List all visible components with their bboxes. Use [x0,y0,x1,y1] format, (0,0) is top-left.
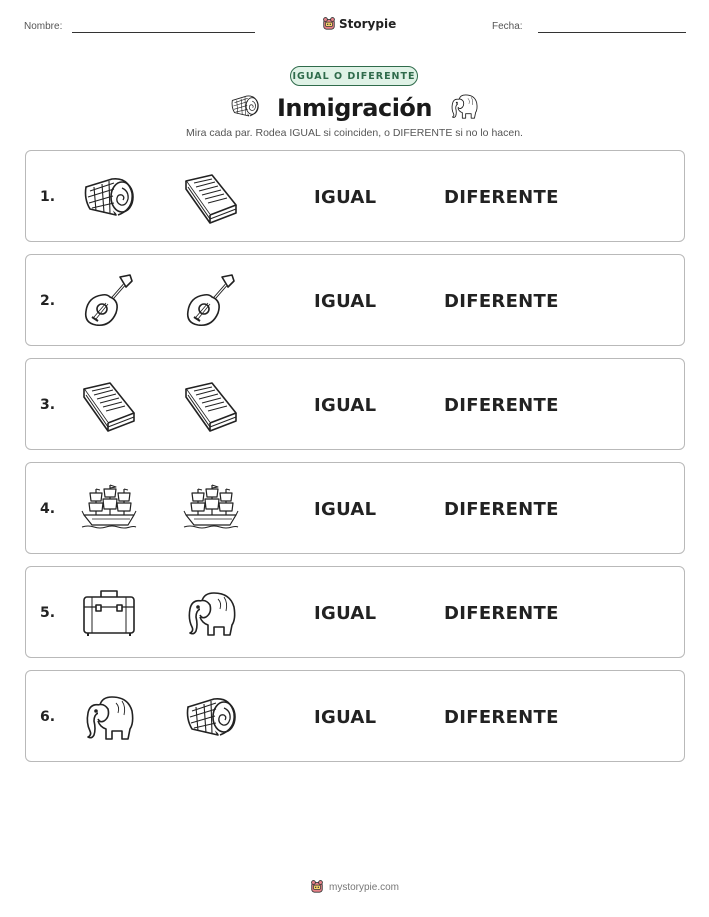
exercise-row [25,254,685,346]
different-option[interactable]: DIFERENTE [444,186,559,208]
elephant-icon [448,90,480,126]
different-option[interactable]: DIFERENTE [444,706,559,728]
different-option[interactable]: DIFERENTE [444,498,559,520]
page-title: Inmigración [277,94,432,122]
mandolin-icon [80,273,138,329]
different-option[interactable]: DIFERENTE [444,602,559,624]
same-option[interactable]: IGUAL [314,602,377,624]
row-number: 2. [40,293,56,309]
book-icon [182,169,240,225]
same-option[interactable]: IGUAL [314,394,377,416]
different-option[interactable]: DIFERENTE [444,394,559,416]
date-label: Fecha: [492,21,523,32]
sailing-ship-icon [182,481,240,537]
exercise-row [25,150,685,242]
date-field[interactable] [538,32,686,33]
instructions: Mira cada par. Rodea IGUAL si coinciden, o DIFERENTE si no lo hacen. [186,127,523,139]
exercise-row [25,566,685,658]
footer [0,878,709,897]
same-option[interactable]: IGUAL [314,498,377,520]
footer-url[interactable]: mystorypie.com [328,882,399,893]
elephant-icon [182,585,240,641]
suitcase-icon [80,585,138,641]
row-number: 5. [40,605,56,621]
row-number: 3. [40,397,56,413]
book-icon [182,377,240,433]
header [0,14,709,40]
storypie-logo-icon [310,878,324,897]
title-row [0,90,709,126]
storypie-logo-icon [322,15,336,34]
name-label: Nombre: [24,21,63,32]
row-number: 6. [40,709,56,725]
book-icon [80,377,138,433]
mandolin-icon [182,273,240,329]
same-option[interactable]: IGUAL [314,290,377,312]
row-number: 1. [40,189,56,205]
rolled-blanket-icon [182,689,240,745]
brand-name: Storypie [339,17,397,31]
rolled-blanket-icon [80,169,138,225]
exercise-row [25,670,685,762]
activity-badge: IGUAL O DIFERENTE [290,66,418,86]
row-number: 4. [40,501,56,517]
brand-logo [322,14,396,34]
rolled-blanket-icon [229,90,261,126]
same-option[interactable]: IGUAL [314,706,377,728]
same-option[interactable]: IGUAL [314,186,377,208]
exercise-list [25,150,685,774]
name-field[interactable] [72,32,255,33]
different-option[interactable]: DIFERENTE [444,290,559,312]
elephant-icon [80,689,138,745]
exercise-row [25,358,685,450]
sailing-ship-icon [80,481,138,537]
exercise-row [25,462,685,554]
